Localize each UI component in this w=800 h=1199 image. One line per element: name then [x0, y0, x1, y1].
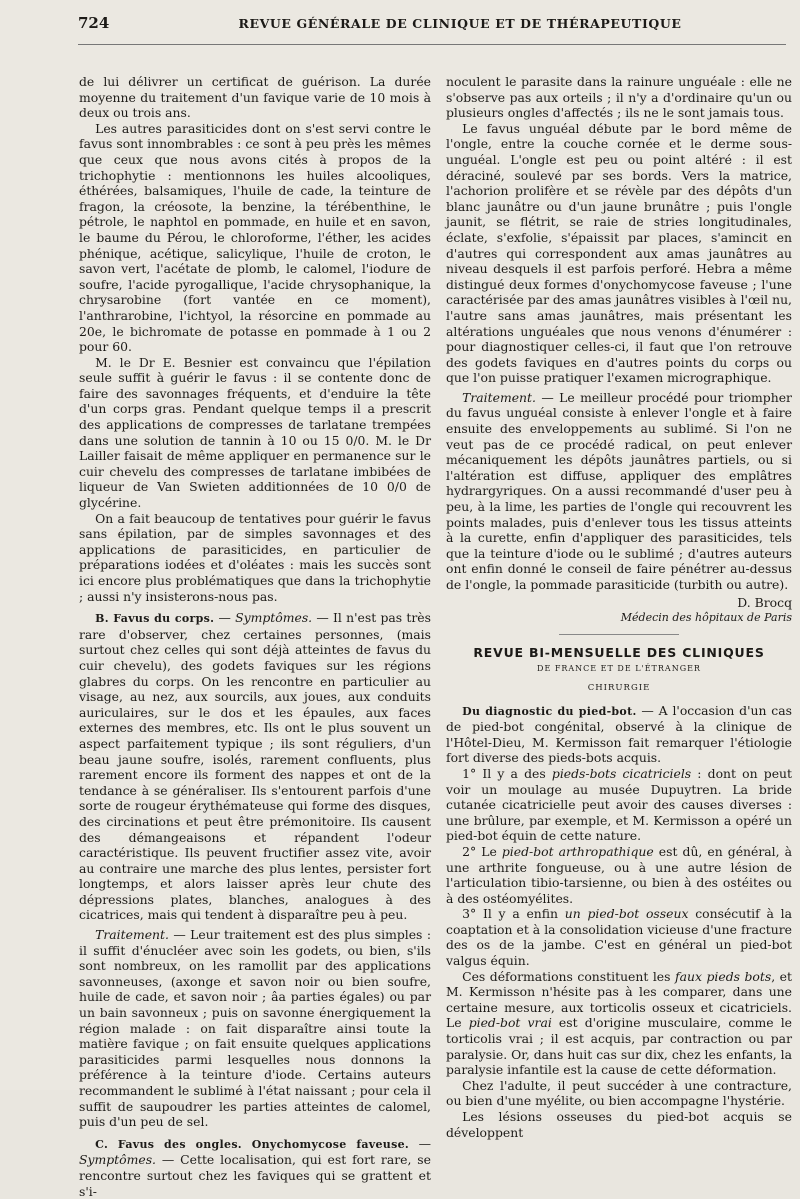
diagnostic-text: A l'occasion d'un cas de pied-bot congénital, observé à la clinique de l'Hôtel-Dieu, M. Kermisson fait remarquer l'étiologie fort diverse des pieds-bots acquis. — [446, 702, 792, 766]
term-pied-bot-vrai: pied-bot vrai — [468, 1015, 552, 1031]
treatment-text: Le meilleur procédé pour triompher du favus unguéal consiste à enlever l'ongle et à faire ensuite des enveloppements au sublimé. Si l'on ne veut pas de ce procédé radical, on peut enlever mécaniquement les dépôts jaunâtres partiels, ou si l'altération est diffuse, appliquer des emplâtres hydrargyriques. On a aussi recommandé d'user peu à peu, à la lime, les parties de l'ongle qui recouvrent les points malades, puis d'enlever tous les tissus atteints à la curette, enfin d'appliquer des parasiticides, tels que la teinture d'iode ou le sublimé ; d'autres auteurs ont enfin donné le conseil de faire pénétrer au-dessus de l'ongle, la pommade parasiticide (turbith ou autre). — [446, 389, 792, 592]
item-2: 2° Le pied-bot arthropathique est dû, en général, à une arthrite fongueuse, ou à une autre lésion de l'articulation tibio-tarsienne, ou bien à des ostéites ou à des ostéomyélites. — [446, 843, 792, 906]
section-subtitle: DE FRANCE ET DE L'ÉTRANGER — [537, 664, 701, 674]
item-3: 3° Il y a enfin un pied-bot osseux consécutif à la coaptation et à la consolidation vicieuse d'une fracture des os de la jambe. C'est en général un pied-bot valgus équin. — [446, 906, 792, 969]
paragraph: Le favus unguéal débute par le bord même de l'ongle, entre la couche cornée et le derme sous-unguéal. L'ongle est peu ou point altéré : il est déraciné, soulevé par ses bords. Vers la matrice, l'achorion prolifère et se révèle par des dépôts d'un blanc jaunâtre ou d'un jaune brunâtre ; puis l'ongle jaunit, se flétrit, se raie de stries longitudinales, éclate, s'exfolie, s'épaissit par places, s'amincit en d'autres qui correspondent aux amas jaunâtres au niveau desquels il est parfois perforé. Hebra a même distingué deux formes d'onychomycose faveuse ; l'une caractérisée par des amas jaunâtres visibles à l'œil nu, l'autre sans amas jaunâtres, mais présentant les altérations unguéales que nous venons d'énumérer : pour diagnostiquer celles-ci, il faut que l'on retrouve des godets faviques en d'autres points du corps ou que l'on puisse pratiquer l'examen micrographique. — [446, 120, 792, 386]
item-1: 1° Il y a des pieds-bots cicatriciels : dont on peut voir un moulage au musée Dupuytren. La bride cutanée cicatricielle peut avoir des causes diverses : une brûlure, par exemple, et M. Kermisson a opéré un pied-bot équin de cette nature. — [446, 765, 792, 844]
paragraph: M. le Dr E. Besnier est convaincu que l'épilation seule suffit à guérir le favus : il se contente donc de faire des savonnages fréquents, et d'enduire la tête d'un corps gras. Pendant quelque temps il a prescrit des applications de compresses de tarlatane trempées dans une solution de tannin à 10 ou 15 0/0. M. le Dr Lailler faisait de même appliquer en permanence sur le cuir chevelu des compresses de tarlatane imbibées de liqueur de Van Swieten additionnées de 10 0/0 de glycérine. — [79, 354, 431, 511]
section-divider — [559, 634, 679, 635]
diagnostic-paragraph: Du diagnostic du pied-bot. — A l'occasion d'un cas de pied-bot congénital, observé à la clinique de l'Hôtel-Dieu, M. Kermisson fait remarquer l'étiologie fort diverse des pieds-bots acquis. — [446, 702, 792, 766]
term-faux-pieds-bots: faux pieds bots — [675, 968, 772, 984]
paragraph: Les lésions osseuses du pied-bot acquis se développent — [446, 1109, 792, 1140]
page-number: 724 — [78, 14, 110, 32]
paragraph: On a fait beaucoup de tentatives pour guérir le favus sans épilation, par de simples savonnages et des applications de parasiticides, en particulier de préparations iodées et d'oléates : mais les succès sont ici encore plus problématiques que dans la trichophytie ; aussi n'y insisterons-nous pas. — [79, 510, 431, 604]
section-b-heading: B. Favus du corps. — [95, 612, 215, 626]
treatment-heading: Traitement. — [462, 389, 536, 405]
term-osseux: un pied-bot osseux — [564, 906, 689, 922]
author-signature: D. Brocq — [737, 594, 792, 610]
treatment-text: Leur traitement est des plus simples : il suffit d'énucléer avec soin les godets, ou bien, s'ils sont nombreux, on les ramollit par des applications savonneuses, (axonge et savon noir ou bien soufre, huile de cade, et savon noir ; âa parties égales) ou par un bain savonneux ; puis on savonne énergiquement la région malade : on fait disparaître ainsi toute la matière favique ; on fait ensuite quelques applications parasiticides parmi lesquelles nous donnons la préférence à la teinture d'iode. Certains auteurs recommandent le sublimé à l'état naissant ; pour cela il suffit de saupoudrer les parties atteintes de calomel, puis d'un peu de sel. — [79, 927, 431, 1130]
section-c-heading: C. Favus des ongles. Onychomycose faveuse. — [95, 1137, 410, 1151]
section-b-subheading: Symptômes. — [235, 610, 313, 626]
running-header — [78, 14, 782, 36]
right-column — [446, 74, 792, 1140]
paragraph: Ces déformations constituent les faux pieds bots, et M. Kermisson n'hésite pas à les comparer, dans une certaine mesure, aux torticolis osseux et cicatriciels. Le pied-bot vrai est d'origine musculaire, comme le torticolis vrai ; il est acquis, par contraction ou par paralysie. Or, dans huit cas sur dix, chez les enfants, la paralysie infantile est la cause de cette déformation. — [446, 968, 792, 1078]
section-c-subheading: Symptômes. — [79, 1152, 156, 1168]
term-arthropathique: pied-bot arthropathique — [501, 843, 654, 859]
author-affiliation: Médecin des hôpitaux de Paris — [620, 611, 792, 625]
section-title: REVUE BI-MENSUELLE DES CLINIQUES — [473, 644, 765, 660]
paragraph: Chez l'adulte, il peut succéder à une contracture, ou bien d'une myélite, ou bien accompagne l'hystérie. — [446, 1077, 792, 1109]
treatment-heading: Traitement. — [95, 927, 169, 943]
paragraph: noculent le parasite dans la rainure unguéale : elle ne s'observe pas aux orteils ; il n'y a d'ordinaire qu'un ou plusieurs ongles d'affectés ; ils ne le sont jamais tous. — [446, 74, 792, 121]
left-column — [79, 74, 431, 1199]
section-b-text: Il n'est pas très rare d'observer, chez certaines personnes, (mais surtout chez celles qui sont déjà atteintes de favus du cuir chevelu), des godets faviques sur les régions glabres du corps. On les rencontre en particulier au visage, au nez, aux sourcils, aux joues, aux conduits auriculaires, sur le dos et les épaules, aux faces externes des membres, etc. Ils ont le plus souvent un aspect parfaitement typique ; ils sont réguliers, d'un beau jaune soufre, isolés, rarement confluents, plus rarement encore ils forment des nappes et ont de la tendance à se généraliser. Ils s'entourent parfois d'une sorte de rougeur érythémateuse qui forme des disques, des circinations et peut être prémonitoire. Ils causent des démangeaisons et répandent l'odeur caractéristique. Ils peuvent fructifier assez vite, avoir au contraire une marche des plus lentes, persister fort longtemps, et alors laisser après leur chute des dépressions plates, blanches, analogues à des cicatrices, mais qui tendent à disparaître peu à peu. — [79, 610, 431, 923]
paragraph: de lui délivrer un certificat de guérison. La durée moyenne du traitement d'un favique varie de 10 mois à deux ou trois ans. — [79, 74, 431, 121]
section-b-paragraph: B. Favus du corps. — Symptômes. — Il n'est pas très rare d'observer, chez certaines personnes, (mais surtout chez celles qui sont déjà atteintes de favus du cuir chevelu), des godets faviques sur les régions glabres du corps. On les rencontre en particulier au visage, au nez, aux sourcils, aux joues, aux conduits auriculaires, sur le dos et les épaules, aux faces externes des membres, etc. Ils ont le plus souvent un aspect parfaitement typique ; ils sont réguliers, d'un beau jaune soufre, isolés, rarement confluents, plus rarement encore ils forment des nappes et ont de la tendance à se généraliser. Ils s'entourent parfois d'une sorte de rougeur érythémateuse qui forme des disques, des circinations et peut être prémonitoire. Ils causent des démangeaisons et répandent l'odeur caractéristique. Ils peuvent fructifier assez vite, avoir au contraire une marche des plus lentes, persister fort longtemps, et alors laisser après leur chute des dépressions plates, blanches, analogues à des cicatrices, mais qui tendent à disparaître peu à peu. — [79, 610, 431, 923]
paragraph: Les autres parasiticides dont on s'est servi contre le favus sont innombrables : ce sont à peu près les mêmes que ceux que nous avons cités à propos de la trichophytie : mentionnons les huiles alcooliques, éthérées, balsamiques, l'huile de cade, la teinture de fragon, la créosote, la benzine, la térébenthine, le pétrole, le naphtol en pommade, en huile et en savon, le baume du Pérou, le chloroforme, l'éther, les acides phénique, acétique, salicylique, l'huile de croton, le savon vert, l'acétate de plomb, le calomel, l'iodure de soufre, l'acide pyrogallique, l'acide chrysophanique, la chrysarobine (fort vantée en ce moment), l'anthrarobine, l'ichtyol, la résorcine en pommade au 20e, le bichromate de potasse en pommade à 1 ou 2 pour 60. — [79, 120, 431, 355]
treatment-paragraph: Traitement. — Le meilleur procédé pour triompher du favus unguéal consiste à enlever l'ongle et à faire ensuite des enveloppements au sublimé. Si l'on ne veut pas de ce procédé radical, on peut enlever mécaniquement les dépôts jaunâtres partiels, ou si l'altération est diffuse, appliquer des emplâtres hydrargyriques. On a aussi recommandé d'user peu à peu, à la lime, les parties de l'ongle qui recouvrent les points malades, puis d'enlever tous les tissus atteints à la curette, enfin d'appliquer des parasiticides, tels que la teinture d'iode ou le sublimé ; d'autres auteurs ont enfin donné le conseil de faire pénétrer au-dessus de l'ongle, la pommade parasiticide (turbith ou autre). — [446, 389, 792, 592]
treatment-paragraph: Traitement. — Leur traitement est des plus simples : il suffit d'énucléer avec soin les godets, ou bien, s'ils sont nombreux, on les ramollit par des applications savonneuses, (axonge et savon noir ou bien soufre, huile de cade, et savon noir ; âa parties égales) ou par un bain savonneux ; puis on savonne énergiquement la région malade : on fait disparaître ainsi toute la matière favique ; on fait ensuite quelques applications parasiticides parmi lesquelles nous donnons la préférence à la teinture d'iode. Certains auteurs recommandent le sublimé à l'état naissant ; pour cela il suffit de saupoudrer les parties atteintes de calomel, puis d'un peu de sel. — [79, 927, 431, 1130]
running-title: REVUE GÉNÉRALE DE CLINIQUE ET DE THÉRAPEUTIQUE — [238, 16, 682, 31]
section-c-text: Cette localisation, qui est fort rare, se rencontre surtout chez les faviques qui se grattent et s'i- — [79, 1152, 431, 1199]
section-c-paragraph: C. Favus des ongles. Onychomycose faveuse. — Symptômes. — Cette localisation, qui est fort rare, se rencontre surtout chez les faviques qui se grattent et s'i- — [79, 1135, 431, 1199]
header-rule — [78, 44, 786, 45]
section-category: CHIRURGIE — [587, 682, 651, 693]
diagnostic-heading: Du diagnostic du pied-bot. — [462, 704, 637, 718]
term-cicatriciels: pieds-bots cicatriciels — [551, 765, 692, 781]
